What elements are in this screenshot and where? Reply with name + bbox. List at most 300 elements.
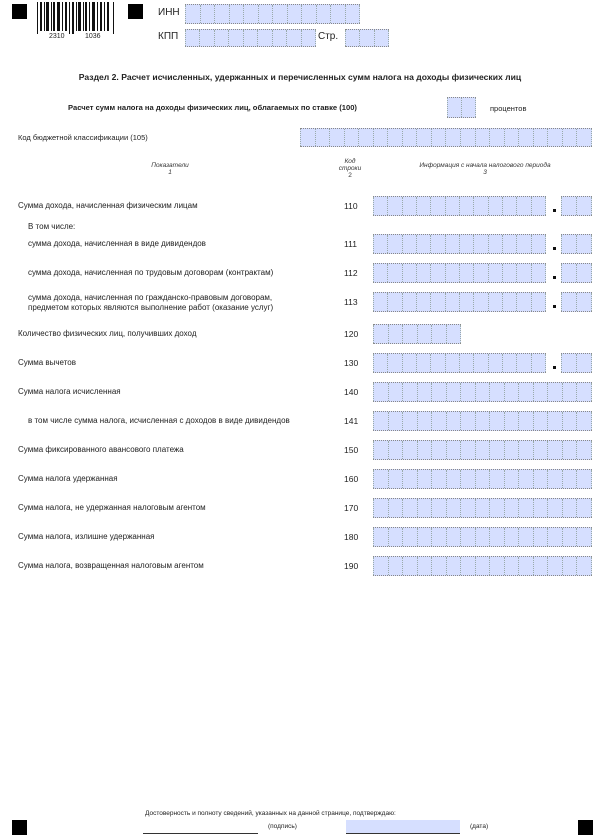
field-cell[interactable] [548, 383, 563, 401]
field-cell[interactable] [373, 441, 389, 459]
field-cell[interactable] [519, 129, 534, 146]
field-cell[interactable] [577, 383, 592, 401]
field-cell[interactable] [474, 197, 488, 215]
field-cell[interactable] [302, 5, 317, 23]
corner-marker-bottom-left [12, 820, 27, 835]
field-cell[interactable] [417, 264, 431, 282]
field-cell[interactable] [388, 235, 402, 253]
field-cell[interactable] [373, 235, 388, 253]
field-cell[interactable] [505, 499, 520, 517]
column-header-code-title-1: Код [344, 158, 356, 165]
field-cell[interactable] [230, 5, 245, 23]
field-cell[interactable] [563, 499, 578, 517]
field-cell[interactable] [288, 5, 303, 23]
row-130-label: Сумма вычетов [18, 358, 76, 367]
field-cell[interactable] [476, 557, 491, 575]
kpp-label: КПП [158, 31, 179, 42]
row-160-code: 160 [344, 474, 359, 484]
field-cell[interactable] [185, 30, 200, 46]
field-cell[interactable] [185, 5, 201, 23]
field-cell[interactable] [229, 30, 243, 46]
row-112-code: 112 [344, 268, 358, 278]
field-cell[interactable] [373, 470, 389, 488]
column-header-code [330, 158, 370, 179]
field-cell[interactable] [476, 383, 491, 401]
field-cell[interactable] [548, 470, 563, 488]
field-cell[interactable] [417, 235, 431, 253]
field-cell[interactable] [273, 5, 288, 23]
field-cell[interactable] [417, 129, 432, 146]
field-cell[interactable] [561, 264, 577, 282]
field-cell[interactable] [532, 197, 546, 215]
field-cell[interactable] [446, 293, 460, 311]
field-cell[interactable] [201, 5, 216, 23]
field-cell[interactable] [446, 354, 460, 372]
field-cell[interactable] [517, 354, 531, 372]
field-cell[interactable] [418, 528, 433, 546]
field-cell[interactable] [403, 264, 417, 282]
field-cell[interactable] [460, 235, 474, 253]
field-cell[interactable] [374, 129, 389, 146]
field-cell[interactable] [561, 354, 577, 372]
row-130-code: 130 [344, 358, 359, 368]
field-cell[interactable] [460, 354, 474, 372]
row-140-code: 140 [344, 387, 359, 397]
field-cell[interactable] [432, 528, 447, 546]
decimal-point [553, 209, 556, 212]
field-cell[interactable] [474, 293, 488, 311]
field-cell[interactable] [403, 441, 418, 459]
field-cell[interactable] [532, 264, 546, 282]
corner-marker-bottom-right [578, 820, 593, 835]
kbk-label: Код бюджетной классификации (105) [18, 133, 148, 142]
row-113-code: 113 [344, 297, 358, 307]
field-cell[interactable] [489, 235, 503, 253]
field-cell[interactable] [373, 412, 389, 430]
field-cell[interactable] [346, 5, 361, 23]
field-cell[interactable] [563, 441, 578, 459]
column-header-code-title-2: строки [338, 165, 362, 172]
field-cell[interactable] [244, 5, 259, 23]
field-cell[interactable] [534, 383, 549, 401]
field-cell[interactable] [490, 557, 505, 575]
field-cell[interactable] [505, 383, 520, 401]
row-141-field[interactable] [373, 411, 592, 431]
field-cell[interactable] [476, 412, 491, 430]
row-180-code: 180 [344, 532, 359, 542]
field-cell[interactable] [563, 528, 578, 546]
field-cell[interactable] [490, 470, 505, 488]
field-cell[interactable] [505, 412, 520, 430]
field-cell[interactable] [519, 441, 534, 459]
field-cell[interactable] [517, 264, 531, 282]
field-cell[interactable] [446, 197, 460, 215]
field-cell[interactable] [432, 557, 447, 575]
field-cell[interactable] [461, 499, 476, 517]
field-cell[interactable] [505, 557, 520, 575]
field-cell[interactable] [447, 499, 462, 517]
field-cell[interactable] [375, 30, 389, 46]
field-cell[interactable] [561, 235, 577, 253]
field-cell[interactable] [373, 557, 389, 575]
row-110-code: 110 [344, 201, 358, 211]
field-cell[interactable] [345, 30, 360, 46]
confirm-text: Достоверность и полноту сведений, указанных на данной странице, подтверждаю: [145, 810, 396, 817]
row-150-label: Сумма фиксированного авансового платежа [18, 445, 184, 454]
field-cell[interactable] [418, 470, 433, 488]
field-cell[interactable] [388, 197, 402, 215]
field-cell[interactable] [388, 293, 402, 311]
row-170-field[interactable] [373, 498, 592, 518]
field-cell[interactable] [461, 412, 476, 430]
field-cell[interactable] [446, 129, 461, 146]
row-111-kopecks-field[interactable] [561, 234, 592, 254]
field-cell[interactable] [418, 412, 433, 430]
field-cell[interactable] [548, 441, 563, 459]
field-cell[interactable] [534, 441, 549, 459]
field-cell[interactable] [517, 197, 531, 215]
field-cell[interactable] [302, 30, 316, 46]
field-cell[interactable] [432, 383, 447, 401]
row-120-code: 120 [344, 329, 359, 339]
field-cell[interactable] [215, 5, 230, 23]
field-cell[interactable] [447, 383, 462, 401]
field-cell[interactable] [316, 129, 331, 146]
field-cell[interactable] [417, 293, 431, 311]
field-cell[interactable] [490, 441, 505, 459]
field-cell[interactable] [446, 235, 460, 253]
field-cell[interactable] [418, 441, 433, 459]
field-cell[interactable] [561, 293, 577, 311]
field-cell[interactable] [519, 412, 534, 430]
row-190-field[interactable] [373, 556, 592, 576]
field-cell[interactable] [505, 528, 520, 546]
field-cell[interactable] [534, 470, 549, 488]
field-cell[interactable] [418, 383, 433, 401]
field-cell[interactable] [389, 383, 404, 401]
field-cell[interactable] [403, 412, 418, 430]
field-cell[interactable] [461, 528, 476, 546]
field-cell[interactable] [476, 441, 491, 459]
field-cell[interactable] [403, 354, 417, 372]
row-160-field[interactable] [373, 469, 592, 489]
page-number-field[interactable] [345, 29, 389, 47]
field-cell[interactable] [432, 470, 447, 488]
field-cell[interactable] [490, 129, 505, 146]
field-cell[interactable] [432, 441, 447, 459]
field-cell[interactable] [563, 470, 578, 488]
row-141-code: 141 [344, 416, 359, 426]
field-cell[interactable] [577, 528, 592, 546]
field-cell[interactable] [489, 293, 503, 311]
field-cell[interactable] [548, 499, 563, 517]
field-cell[interactable] [577, 441, 592, 459]
field-cell[interactable] [447, 528, 462, 546]
field-cell[interactable] [505, 129, 520, 146]
field-cell[interactable] [403, 325, 418, 343]
field-cell[interactable] [403, 197, 417, 215]
field-cell[interactable] [389, 470, 404, 488]
row-112-field[interactable] [373, 263, 546, 283]
field-cell[interactable] [534, 528, 549, 546]
field-cell[interactable] [563, 383, 578, 401]
field-cell[interactable] [373, 325, 389, 343]
row-130-kopecks-field[interactable] [561, 353, 592, 373]
field-cell[interactable] [577, 412, 592, 430]
field-cell[interactable] [417, 197, 431, 215]
field-cell[interactable] [258, 30, 272, 46]
row-111-label: сумма дохода, начисленная в виде дивидендов [28, 239, 206, 248]
field-cell[interactable] [432, 499, 447, 517]
field-cell[interactable] [432, 412, 447, 430]
field-cell[interactable] [577, 354, 592, 372]
field-cell[interactable] [476, 129, 491, 146]
field-cell[interactable] [505, 470, 520, 488]
field-cell[interactable] [577, 197, 592, 215]
field-cell[interactable] [461, 557, 476, 575]
field-cell[interactable] [548, 129, 563, 146]
field-cell[interactable] [403, 129, 418, 146]
field-cell[interactable] [460, 293, 474, 311]
field-cell[interactable] [460, 197, 474, 215]
row-170-code: 170 [344, 503, 359, 513]
field-cell[interactable] [373, 383, 389, 401]
field-cell[interactable] [503, 235, 517, 253]
field-cell[interactable] [577, 470, 592, 488]
field-cell[interactable] [577, 264, 592, 282]
field-cell[interactable] [273, 30, 287, 46]
date-field[interactable] [346, 820, 460, 834]
field-cell[interactable] [373, 293, 388, 311]
field-cell[interactable] [447, 98, 462, 117]
row-113-field[interactable] [373, 292, 546, 312]
field-cell[interactable] [563, 129, 578, 146]
corner-marker-top-left [12, 4, 27, 19]
field-cell[interactable] [447, 470, 462, 488]
corner-marker-top-middle [128, 4, 143, 19]
field-cell[interactable] [431, 264, 445, 282]
row-112-label: сумма дохода, начисленная по трудовым договорам (контрактам) [28, 268, 274, 277]
field-cell[interactable] [403, 470, 418, 488]
field-cell[interactable] [563, 557, 578, 575]
field-cell[interactable] [373, 354, 388, 372]
field-cell[interactable] [490, 383, 505, 401]
field-cell[interactable] [418, 499, 433, 517]
signature-label: (подпись) [268, 823, 297, 830]
field-cell[interactable] [532, 235, 546, 253]
field-cell[interactable] [462, 98, 476, 117]
page-label: Стр. [318, 31, 339, 42]
field-cell[interactable] [317, 5, 332, 23]
row-113-kopecks-field[interactable] [561, 292, 592, 312]
row-120-field[interactable] [373, 324, 461, 344]
field-cell[interactable] [403, 235, 417, 253]
field-cell[interactable] [373, 264, 388, 282]
field-cell[interactable] [389, 528, 404, 546]
field-cell[interactable] [577, 129, 592, 146]
row-140-label: Сумма налога исчисленная [18, 387, 121, 396]
field-cell[interactable] [503, 197, 517, 215]
row-180-label: Сумма налога, излишне удержанная [18, 532, 155, 541]
field-cell[interactable] [519, 470, 534, 488]
field-cell[interactable] [474, 354, 488, 372]
field-cell[interactable] [490, 499, 505, 517]
row-190-code: 190 [344, 561, 359, 571]
field-cell[interactable] [388, 129, 403, 146]
field-cell[interactable] [403, 383, 418, 401]
field-cell[interactable] [519, 557, 534, 575]
field-cell[interactable] [490, 528, 505, 546]
field-cell[interactable] [403, 557, 418, 575]
field-cell[interactable] [577, 557, 592, 575]
field-cell[interactable] [388, 264, 402, 282]
field-cell[interactable] [389, 441, 404, 459]
row-111-field[interactable] [373, 234, 546, 254]
row-150-code: 150 [344, 445, 359, 455]
field-cell[interactable] [563, 412, 578, 430]
field-cell[interactable] [331, 5, 346, 23]
field-cell[interactable] [476, 470, 491, 488]
barcode-number-left: 2310 [49, 33, 65, 40]
field-cell[interactable] [548, 528, 563, 546]
field-cell[interactable] [447, 412, 462, 430]
row-113-label: сумма дохода, начисленная по гражданско-правовым договорам, [28, 293, 273, 302]
signature-line[interactable] [143, 833, 258, 834]
column-header-info-num: 3 [483, 169, 487, 176]
rate-label: Расчет сумм налога на доходы физических лиц, облагаемых по ставке (100) [68, 103, 357, 112]
field-cell[interactable] [577, 499, 592, 517]
field-cell[interactable] [476, 499, 491, 517]
field-cell[interactable] [215, 30, 229, 46]
field-cell[interactable] [476, 528, 491, 546]
inn-label: ИНН [158, 7, 180, 18]
field-cell[interactable] [446, 264, 460, 282]
field-cell[interactable] [534, 412, 549, 430]
field-cell[interactable] [373, 528, 389, 546]
field-cell[interactable] [447, 441, 462, 459]
kpp-field[interactable] [185, 29, 316, 47]
row-170-label: Сумма налога, не удержанная налоговым агентом [18, 503, 206, 512]
field-cell[interactable] [389, 325, 404, 343]
row-140-field[interactable] [373, 382, 592, 402]
field-cell[interactable] [461, 383, 476, 401]
field-cell[interactable] [287, 30, 301, 46]
field-cell[interactable] [431, 354, 445, 372]
field-cell[interactable] [373, 197, 388, 215]
field-cell[interactable] [461, 470, 476, 488]
field-cell[interactable] [561, 197, 577, 215]
barcode [37, 2, 115, 34]
field-cell[interactable] [431, 293, 445, 311]
field-cell[interactable] [548, 412, 563, 430]
field-cell[interactable] [389, 499, 404, 517]
column-header-info [380, 162, 590, 176]
field-cell[interactable] [505, 441, 520, 459]
field-cell[interactable] [431, 197, 445, 215]
field-cell[interactable] [447, 557, 462, 575]
field-cell[interactable] [460, 264, 474, 282]
row-110-label: Сумма дохода, начисленная физическим лицам [18, 201, 198, 210]
field-cell[interactable] [534, 499, 549, 517]
field-cell[interactable] [360, 30, 374, 46]
field-cell[interactable] [490, 412, 505, 430]
field-cell[interactable] [489, 197, 503, 215]
field-cell[interactable] [388, 354, 402, 372]
field-cell[interactable] [330, 129, 345, 146]
rate-field[interactable] [447, 97, 476, 118]
field-cell[interactable] [534, 557, 549, 575]
field-cell[interactable] [418, 557, 433, 575]
field-cell[interactable] [345, 129, 360, 146]
field-cell[interactable] [519, 528, 534, 546]
field-cell[interactable] [432, 129, 447, 146]
field-cell[interactable] [519, 383, 534, 401]
column-header-code-num: 2 [348, 172, 352, 179]
field-cell[interactable] [532, 293, 546, 311]
field-cell[interactable] [461, 441, 476, 459]
field-cell[interactable] [474, 235, 488, 253]
field-cell[interactable] [577, 235, 592, 253]
field-cell[interactable] [403, 528, 418, 546]
field-cell[interactable] [417, 354, 431, 372]
row-180-field[interactable] [373, 527, 592, 547]
field-cell[interactable] [389, 557, 404, 575]
field-cell[interactable] [532, 354, 546, 372]
field-cell[interactable] [517, 235, 531, 253]
field-cell[interactable] [447, 325, 462, 343]
field-cell[interactable] [577, 293, 592, 311]
rate-unit: процентов [490, 104, 527, 113]
row-112-kopecks-field[interactable] [561, 263, 592, 283]
field-cell[interactable] [503, 264, 517, 282]
field-cell[interactable] [489, 264, 503, 282]
kbk-field[interactable] [300, 128, 592, 147]
column-header-indicators-title: Показатели [151, 162, 189, 169]
field-cell[interactable] [403, 293, 417, 311]
field-cell[interactable] [517, 293, 531, 311]
field-cell[interactable] [474, 264, 488, 282]
field-cell[interactable] [432, 325, 447, 343]
field-cell[interactable] [300, 129, 316, 146]
field-cell[interactable] [389, 412, 404, 430]
row-110-kopecks-field[interactable] [561, 196, 592, 216]
row-120-label: Количество физических лиц, получивших доход [18, 329, 197, 338]
field-cell[interactable] [200, 30, 214, 46]
row-150-field[interactable] [373, 440, 592, 460]
field-cell[interactable] [548, 557, 563, 575]
row-111-code: 111 [344, 239, 357, 249]
field-cell[interactable] [534, 129, 549, 146]
field-cell[interactable] [461, 129, 476, 146]
field-cell[interactable] [373, 499, 389, 517]
field-cell[interactable] [519, 499, 534, 517]
row-110-field[interactable] [373, 196, 546, 216]
field-cell[interactable] [503, 354, 517, 372]
field-cell[interactable] [489, 354, 503, 372]
field-cell[interactable] [259, 5, 274, 23]
row-130-field[interactable] [373, 353, 546, 373]
inn-field[interactable] [185, 4, 360, 24]
row-113-label-line2: предметом которых являются выполнение работ (оказание услуг) [28, 303, 274, 312]
field-cell[interactable] [244, 30, 258, 46]
column-header-indicators [100, 162, 240, 176]
field-cell[interactable] [418, 325, 433, 343]
field-cell[interactable] [431, 235, 445, 253]
field-cell[interactable] [503, 293, 517, 311]
field-cell[interactable] [359, 129, 374, 146]
section-title: Раздел 2. Расчет исчисленных, удержанных и перечисленных сумм налога на доходы физических лиц [78, 72, 522, 82]
field-cell[interactable] [403, 499, 418, 517]
